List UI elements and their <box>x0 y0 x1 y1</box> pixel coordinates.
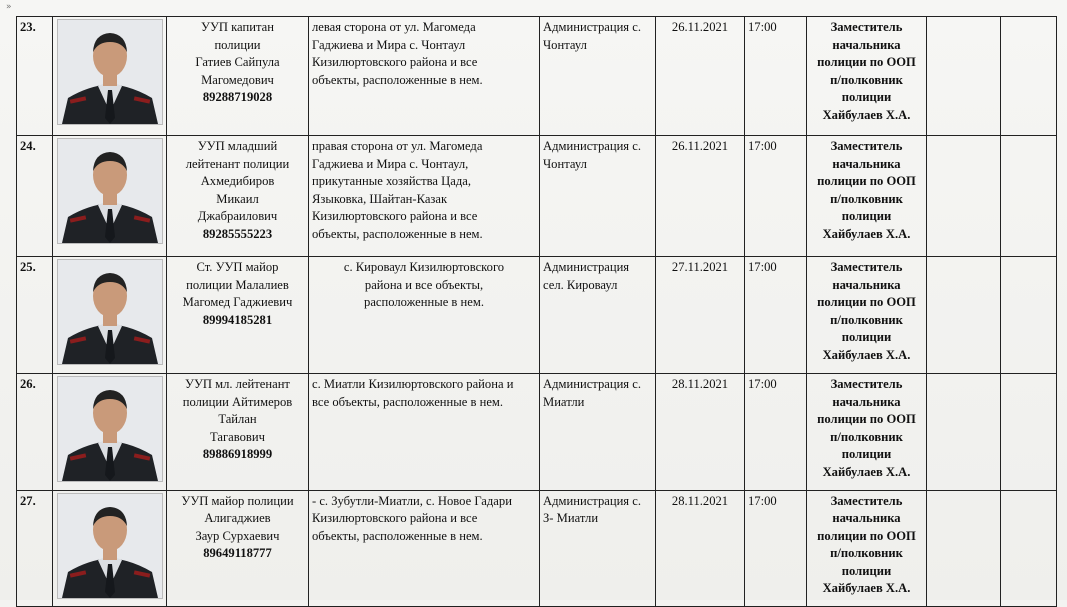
service-area-line: объекты, расположенные в нем. <box>312 72 483 87</box>
photo-cell <box>53 136 167 257</box>
officer-name-line: Магомед Гаджиевич <box>182 295 293 309</box>
table-row <box>17 374 1057 491</box>
responsible-line: Заместитель <box>830 20 903 34</box>
responsible-line: п/полковник <box>830 546 903 560</box>
date-label: 26.11.2021 <box>671 139 729 153</box>
date-cell <box>656 136 745 257</box>
officer-photo <box>57 19 163 125</box>
service-area-line: прикутанные хозяйства Цада, <box>312 174 472 188</box>
officer-cell <box>167 17 309 136</box>
date-cell <box>656 257 745 374</box>
responsible-line: Заместитель <box>830 139 903 153</box>
corner-mark: » <box>6 2 12 12</box>
responsible-line: Хайбулаев Х.А. <box>822 107 911 122</box>
date-cell <box>656 374 745 491</box>
officer-photo <box>57 493 163 599</box>
service-area-line: все объекты, расположенные в нем. <box>312 394 504 409</box>
responsible-cell <box>807 490 927 607</box>
row-number <box>17 257 53 374</box>
time-label: 17:00 <box>748 493 777 508</box>
responsible-line: начальника <box>832 156 901 171</box>
responsible-line: начальника <box>832 394 901 409</box>
responsible-line: полиции <box>841 90 892 104</box>
service-area-cell <box>309 374 540 491</box>
responsible-cell <box>807 17 927 136</box>
officer-name-line: Ахмедибиров <box>200 174 275 188</box>
officer-name-line: Заур Сурхаевич <box>195 528 280 543</box>
row-number <box>17 490 53 607</box>
officer-name-line: Магомедович <box>201 72 274 87</box>
officer-name-line: полиции Айтимеров <box>182 394 293 409</box>
responsible-line: полиции по ООП <box>817 412 916 426</box>
row-number-label: 23. <box>20 20 36 34</box>
administration-line: Администрация <box>543 260 630 274</box>
administration-line: Администрация с. <box>543 493 641 508</box>
administration-line: Администрация с. <box>543 20 641 34</box>
officer-cell <box>167 257 309 374</box>
responsible-line: п/полковник <box>830 72 903 87</box>
date-cell <box>656 17 745 136</box>
time-label: 17:00 <box>748 139 777 153</box>
administration-line: Чонтаул <box>543 37 587 52</box>
date-label: 28.11.2021 <box>671 377 729 391</box>
officer-photo <box>57 376 163 482</box>
time-cell <box>745 374 807 491</box>
service-area-line: с. Кироваул Кизилюртовского <box>343 260 505 274</box>
officer-portrait-icon <box>58 494 162 598</box>
officer-name-line: полиции <box>214 37 261 52</box>
empty-cell <box>1001 17 1057 136</box>
responsible-line: Хайбулаев Х.А. <box>822 581 911 595</box>
officer-name-line: УУП капитан <box>201 20 274 34</box>
service-area-line: района и все объекты, <box>364 277 484 292</box>
officer-phone: 89994185281 <box>202 312 273 327</box>
responsible-cell <box>807 136 927 257</box>
officer-name-line: лейтенант полиции <box>185 156 290 171</box>
responsible-line: полиции по ООП <box>817 528 916 543</box>
row-number-label: 27. <box>20 493 36 508</box>
row-number <box>17 136 53 257</box>
responsible-line: Заместитель <box>830 377 903 391</box>
officer-phone: 89285555223 <box>202 226 273 241</box>
time-cell <box>745 257 807 374</box>
service-area-cell <box>309 257 540 374</box>
responsible-line: Хайбулаев Х.А. <box>822 464 911 479</box>
responsible-line: п/полковник <box>830 312 903 327</box>
table-row <box>17 257 1057 374</box>
time-cell <box>745 17 807 136</box>
officer-portrait-icon <box>58 20 162 124</box>
service-area-cell <box>309 136 540 257</box>
responsible-cell <box>807 257 927 374</box>
administration-cell <box>540 374 656 491</box>
responsible-line: полиции по ООП <box>817 55 916 69</box>
officer-name-line: УУП младший <box>197 139 278 153</box>
row-number <box>17 17 53 136</box>
row-number <box>17 374 53 491</box>
service-area-line: Языковка, Шайтан-Казак <box>312 191 448 206</box>
responsible-cell <box>807 374 927 491</box>
responsible-line: начальника <box>832 511 901 525</box>
service-area-line: - с. Зубутли-Миатли, с. Новое Гадари <box>312 493 512 508</box>
row-number-label: 25. <box>20 260 36 274</box>
time-label: 17:00 <box>748 260 777 274</box>
service-area-line: правая сторона от ул. Магомеда <box>312 139 483 153</box>
date-label: 26.11.2021 <box>671 20 729 34</box>
responsible-line: полиции <box>841 209 892 223</box>
administration-cell <box>540 136 656 257</box>
responsible-line: полиции по ООП <box>817 174 916 188</box>
officer-phone: 89886918999 <box>202 447 273 461</box>
time-cell <box>745 136 807 257</box>
empty-cell <box>1001 490 1057 607</box>
administration-cell <box>540 257 656 374</box>
officer-name-line: Гатиев Сайпула <box>195 55 280 69</box>
officer-name-line: Тайлан <box>218 412 257 426</box>
officer-cell <box>167 490 309 607</box>
officer-name-line: Джабраилович <box>197 209 278 223</box>
service-area-line: левая сторона от ул. Магомеда <box>312 20 476 34</box>
responsible-line: полиции по ООП <box>817 295 916 309</box>
service-area-line: Кизилюртовского района и все <box>312 209 478 223</box>
empty-cell <box>1001 257 1057 374</box>
service-area-line: объекты, расположенные в нем. <box>312 226 483 241</box>
responsible-line: п/полковник <box>830 429 903 444</box>
officer-name-line: полиции Малалиев <box>186 277 289 292</box>
empty-cell <box>927 136 1001 257</box>
officer-schedule-table <box>16 16 1057 607</box>
responsible-line: Хайбулаев Х.А. <box>822 347 911 362</box>
empty-cell <box>1001 136 1057 257</box>
table-row <box>17 17 1057 136</box>
officer-name-line: Алигаджиев <box>204 511 271 525</box>
officer-cell <box>167 136 309 257</box>
officer-name-line: Тагавович <box>210 429 265 444</box>
time-label: 17:00 <box>748 377 777 391</box>
service-area-line: с. Миатли Кизилюртовского района и <box>312 377 514 391</box>
empty-cell <box>1001 374 1057 491</box>
officer-portrait-icon <box>58 139 162 243</box>
officer-name-line: Ст. УУП майор <box>196 260 279 274</box>
administration-cell <box>540 490 656 607</box>
responsible-line: начальника <box>832 37 901 52</box>
officer-cell <box>167 374 309 491</box>
administration-line: Администрация с. <box>543 377 641 391</box>
empty-cell <box>927 257 1001 374</box>
photo-cell <box>53 257 167 374</box>
administration-line: Миатли <box>543 394 585 409</box>
responsible-line: Заместитель <box>830 260 903 274</box>
administration-line: сел. Кироваул <box>543 277 618 292</box>
service-area-line: объекты, расположенные в нем. <box>312 528 483 543</box>
administration-line: Администрация с. <box>543 139 641 153</box>
service-area-line: Гаджиева и Мира с. Чонтаул <box>312 37 466 52</box>
responsible-line: п/полковник <box>830 191 903 206</box>
date-label: 28.11.2021 <box>671 493 729 508</box>
responsible-line: начальника <box>832 277 901 292</box>
responsible-line: полиции <box>841 563 892 578</box>
responsible-line: полиции <box>841 447 892 461</box>
service-area-cell <box>309 490 540 607</box>
table-row <box>17 490 1057 607</box>
photo-cell <box>53 374 167 491</box>
empty-cell <box>927 490 1001 607</box>
officer-phone: 89649118777 <box>203 546 272 560</box>
responsible-line: полиции <box>841 330 892 344</box>
date-label: 27.11.2021 <box>671 260 729 274</box>
time-label: 17:00 <box>748 20 777 34</box>
table-row <box>17 136 1057 257</box>
officer-photo <box>57 138 163 244</box>
officer-name-line: УУП майор полиции <box>181 493 294 508</box>
responsible-line: Заместитель <box>830 493 903 508</box>
time-cell <box>745 490 807 607</box>
administration-line: Чонтаул <box>543 156 587 171</box>
officer-phone: 89288719028 <box>202 90 273 104</box>
service-area-cell <box>309 17 540 136</box>
responsible-line: Хайбулаев Х.А. <box>822 226 911 241</box>
empty-cell <box>927 17 1001 136</box>
empty-cell <box>927 374 1001 491</box>
officer-name-line: УУП мл. лейтенант <box>185 377 290 391</box>
officer-portrait-icon <box>58 377 162 481</box>
service-area-line: Кизилюртовского района и все <box>312 55 478 69</box>
administration-cell <box>540 17 656 136</box>
service-area-line: Гаджиева и Мира с. Чонтаул, <box>312 156 469 171</box>
row-number-label: 24. <box>20 139 36 153</box>
photo-cell <box>53 490 167 607</box>
service-area-line: расположенные в нем. <box>364 295 484 309</box>
officer-name-line: Микаил <box>216 191 259 206</box>
service-area-line: Кизилюртовского района и все <box>312 511 478 525</box>
officer-photo <box>57 259 163 365</box>
officer-portrait-icon <box>58 260 162 364</box>
date-cell <box>656 490 745 607</box>
administration-line: З- Миатли <box>543 511 599 525</box>
row-number-label: 26. <box>20 377 36 391</box>
photo-cell <box>53 17 167 136</box>
